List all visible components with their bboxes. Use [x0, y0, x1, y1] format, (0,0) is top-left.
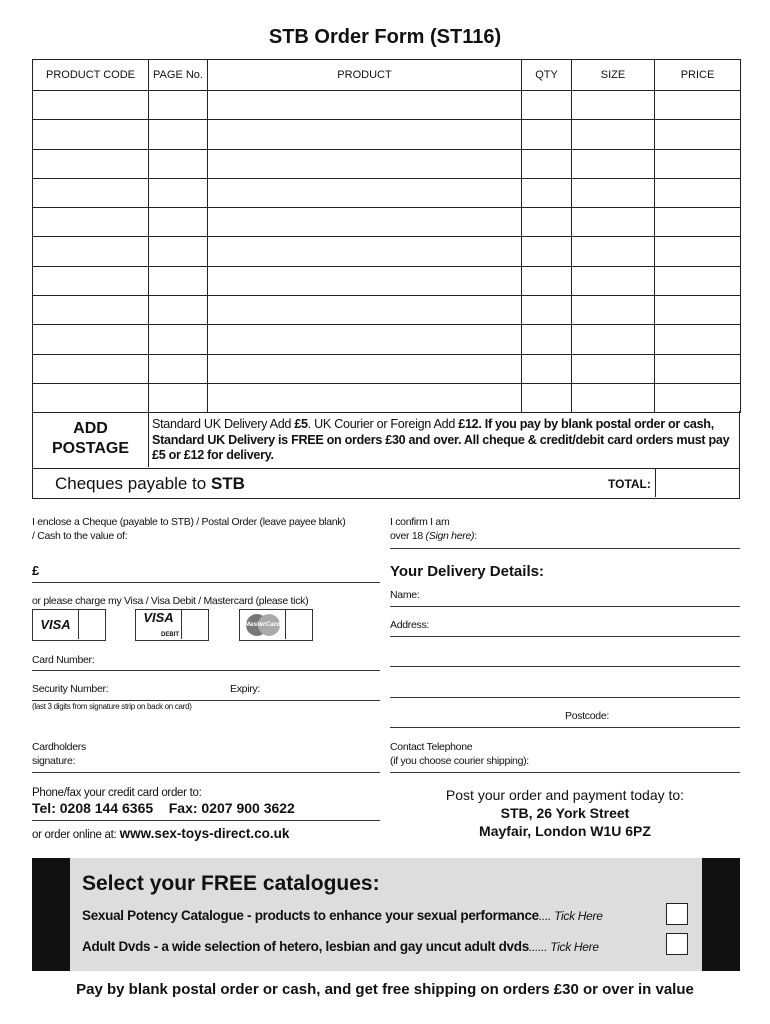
- amount-field[interactable]: [32, 582, 380, 583]
- card-number-label: Card Number:: [32, 654, 95, 666]
- product-cell[interactable]: [208, 149, 522, 178]
- security-expiry-field[interactable]: [32, 700, 380, 701]
- catalogue-section: [32, 858, 740, 971]
- product-code-cell[interactable]: [33, 149, 149, 178]
- table-row: [33, 325, 741, 354]
- header-page-no: PAGE No.: [149, 60, 208, 91]
- price-cell[interactable]: [655, 354, 741, 383]
- catalogue-bar-right: [702, 858, 740, 971]
- page-no-cell[interactable]: [149, 296, 208, 325]
- table-row: [33, 149, 741, 178]
- total-label: TOTAL:: [608, 477, 651, 491]
- dvds-catalogue-checkbox[interactable]: [666, 933, 688, 955]
- charge-text: or please charge my Visa / Visa Debit / Mastercard (please tick): [32, 595, 309, 607]
- mastercard-logo-icon: MasterCard: [240, 610, 286, 639]
- currency-symbol: £: [32, 563, 40, 578]
- size-cell[interactable]: [572, 296, 655, 325]
- price-cell[interactable]: [655, 237, 741, 266]
- page-no-cell[interactable]: [149, 266, 208, 295]
- product-cell[interactable]: [208, 383, 522, 412]
- header-price: PRICE: [655, 60, 741, 91]
- price-cell[interactable]: [655, 383, 741, 412]
- product-code-cell[interactable]: [33, 266, 149, 295]
- size-cell[interactable]: [572, 149, 655, 178]
- price-cell[interactable]: [655, 91, 741, 120]
- header-product-code: PRODUCT CODE: [33, 60, 149, 91]
- qty-cell[interactable]: [522, 178, 572, 207]
- enclose-text: I enclose a Cheque (payable to STB) / Postal Order (leave payee blank) / Cash to the value of:: [32, 516, 346, 542]
- header-qty: QTY: [522, 60, 572, 91]
- page-no-cell[interactable]: [149, 354, 208, 383]
- table-row: [33, 383, 741, 412]
- qty-cell[interactable]: [522, 237, 572, 266]
- size-cell[interactable]: [572, 383, 655, 412]
- online-url-link[interactable]: www.sex-toys-direct.co.uk: [119, 826, 290, 841]
- qty-cell[interactable]: [522, 149, 572, 178]
- cheques-payable: Cheques payable to STB: [55, 474, 245, 493]
- security-note: (last 3 digits from signature strip on back on card): [32, 702, 192, 711]
- product-code-cell[interactable]: [33, 237, 149, 266]
- price-cell[interactable]: [655, 178, 741, 207]
- price-cell[interactable]: [655, 296, 741, 325]
- table-row: [33, 237, 741, 266]
- visa-logo-icon: VISA: [33, 610, 79, 639]
- contact-phone-label: Contact Telephone (if you choose courier shipping):: [390, 741, 529, 767]
- name-field[interactable]: [390, 606, 740, 607]
- total-field[interactable]: [655, 469, 739, 497]
- product-code-cell[interactable]: [33, 178, 149, 207]
- signature-field[interactable]: [32, 772, 380, 773]
- product-cell[interactable]: [208, 178, 522, 207]
- age-confirm-text: I confirm I am over 18 (Sign here):: [390, 516, 477, 542]
- product-cell[interactable]: [208, 120, 522, 149]
- product-code-cell[interactable]: [33, 325, 149, 354]
- catalogue-heading: Select your FREE catalogues:: [82, 872, 380, 895]
- qty-cell[interactable]: [522, 266, 572, 295]
- product-cell[interactable]: [208, 91, 522, 120]
- postage-text: Standard UK Delivery Add £5. UK Courier or Foreign Add £12. If you pay by blank postal order or cash, Standard UK Delivery is FREE on orders £30 and over. All cheque & credit/debit card orders must pay £5 or £12 for delivery.: [152, 417, 730, 462]
- price-cell[interactable]: [655, 149, 741, 178]
- visa-debit-checkbox[interactable]: [135, 609, 209, 641]
- price-cell[interactable]: [655, 208, 741, 237]
- contact-phone-field[interactable]: [390, 772, 740, 773]
- potency-catalogue-checkbox[interactable]: [666, 903, 688, 925]
- table-row: [33, 91, 741, 120]
- address-field-1[interactable]: [390, 636, 740, 637]
- card-number-field[interactable]: [32, 670, 380, 671]
- page-no-cell[interactable]: [149, 178, 208, 207]
- size-cell[interactable]: [572, 325, 655, 354]
- product-code-cell[interactable]: [33, 208, 149, 237]
- table-row: [33, 296, 741, 325]
- postage-label: ADD POSTAGE: [33, 411, 149, 467]
- header-size: SIZE: [572, 60, 655, 91]
- page-no-cell[interactable]: [149, 120, 208, 149]
- page-no-cell[interactable]: [149, 237, 208, 266]
- address-label: Address:: [390, 619, 430, 631]
- product-cell[interactable]: [208, 354, 522, 383]
- product-code-cell[interactable]: [33, 383, 149, 412]
- phone-intro: Phone/fax your credit card order to:: [32, 787, 202, 799]
- cheques-row: [32, 469, 740, 499]
- size-cell[interactable]: [572, 354, 655, 383]
- page-no-cell[interactable]: [149, 149, 208, 178]
- size-cell[interactable]: [572, 208, 655, 237]
- product-cell[interactable]: [208, 296, 522, 325]
- postcode-label: Postcode:: [565, 710, 609, 722]
- table-row: [33, 208, 741, 237]
- product-cell[interactable]: [208, 237, 522, 266]
- table-row: [33, 354, 741, 383]
- name-label: Name:: [390, 589, 420, 601]
- qty-cell[interactable]: [522, 120, 572, 149]
- qty-cell[interactable]: [522, 354, 572, 383]
- price-cell[interactable]: [655, 266, 741, 295]
- table-header-row: [33, 60, 741, 91]
- price-cell[interactable]: [655, 325, 741, 354]
- table-row: [33, 120, 741, 149]
- postcode-field[interactable]: [390, 727, 740, 728]
- product-code-cell[interactable]: [33, 91, 149, 120]
- catalogue-item-dvds: Adult Dvds - a wide selection of hetero, lesbian and gay uncut adult dvds...... Tick Here: [82, 939, 599, 954]
- phone-fax-numbers: Tel: 0208 144 6365 Fax: 0207 900 3622: [32, 800, 295, 816]
- page-no-cell[interactable]: [149, 91, 208, 120]
- divider: [32, 820, 380, 821]
- post-address: Post your order and payment today to: STB, 26 York Street Mayfair, London W1U 6PZ: [445, 787, 685, 839]
- table-row: [33, 266, 741, 295]
- mastercard-checkbox[interactable]: [239, 609, 313, 641]
- address-field-3[interactable]: [390, 697, 740, 698]
- catalogue-bar-left: [32, 858, 70, 971]
- product-code-cell[interactable]: [33, 120, 149, 149]
- size-cell[interactable]: [572, 237, 655, 266]
- price-cell[interactable]: [655, 120, 741, 149]
- visa-checkbox[interactable]: [32, 609, 106, 641]
- order-table: [32, 59, 741, 413]
- qty-cell[interactable]: [522, 325, 572, 354]
- product-cell[interactable]: [208, 208, 522, 237]
- size-cell[interactable]: [572, 178, 655, 207]
- address-field-2[interactable]: [390, 666, 740, 667]
- signature-label: Cardholders signature:: [32, 741, 86, 767]
- size-cell[interactable]: [572, 266, 655, 295]
- expiry-label: Expiry:: [230, 683, 260, 695]
- delivery-heading: Your Delivery Details:: [390, 563, 544, 580]
- catalogue-item-potency: Sexual Potency Catalogue - products to enhance your sexual performance.... Tick Here: [82, 908, 603, 923]
- security-label: Security Number:: [32, 683, 109, 695]
- visa-debit-logo-icon: VISA DEBIT: [136, 610, 182, 639]
- page-title: STB Order Form (ST116): [268, 26, 502, 48]
- page-no-cell[interactable]: [149, 383, 208, 412]
- size-cell[interactable]: [572, 120, 655, 149]
- product-code-cell[interactable]: [33, 296, 149, 325]
- page-no-cell[interactable]: [149, 325, 208, 354]
- page-no-cell[interactable]: [149, 208, 208, 237]
- size-cell[interactable]: [572, 91, 655, 120]
- qty-cell[interactable]: [522, 383, 572, 412]
- header-product: PRODUCT: [208, 60, 522, 91]
- qty-cell[interactable]: [522, 296, 572, 325]
- table-row: [33, 178, 741, 207]
- qty-cell[interactable]: [522, 208, 572, 237]
- online-order: or order online at: www.sex-toys-direct.co.uk: [32, 826, 290, 841]
- product-cell[interactable]: [208, 266, 522, 295]
- footer-note: Pay by blank postal order or cash, and get free shipping on orders £30 or over in value: [76, 981, 694, 998]
- postage-section: [32, 411, 740, 469]
- qty-cell[interactable]: [522, 91, 572, 120]
- age-signature-field[interactable]: [390, 548, 740, 549]
- product-cell[interactable]: [208, 325, 522, 354]
- product-code-cell[interactable]: [33, 354, 149, 383]
